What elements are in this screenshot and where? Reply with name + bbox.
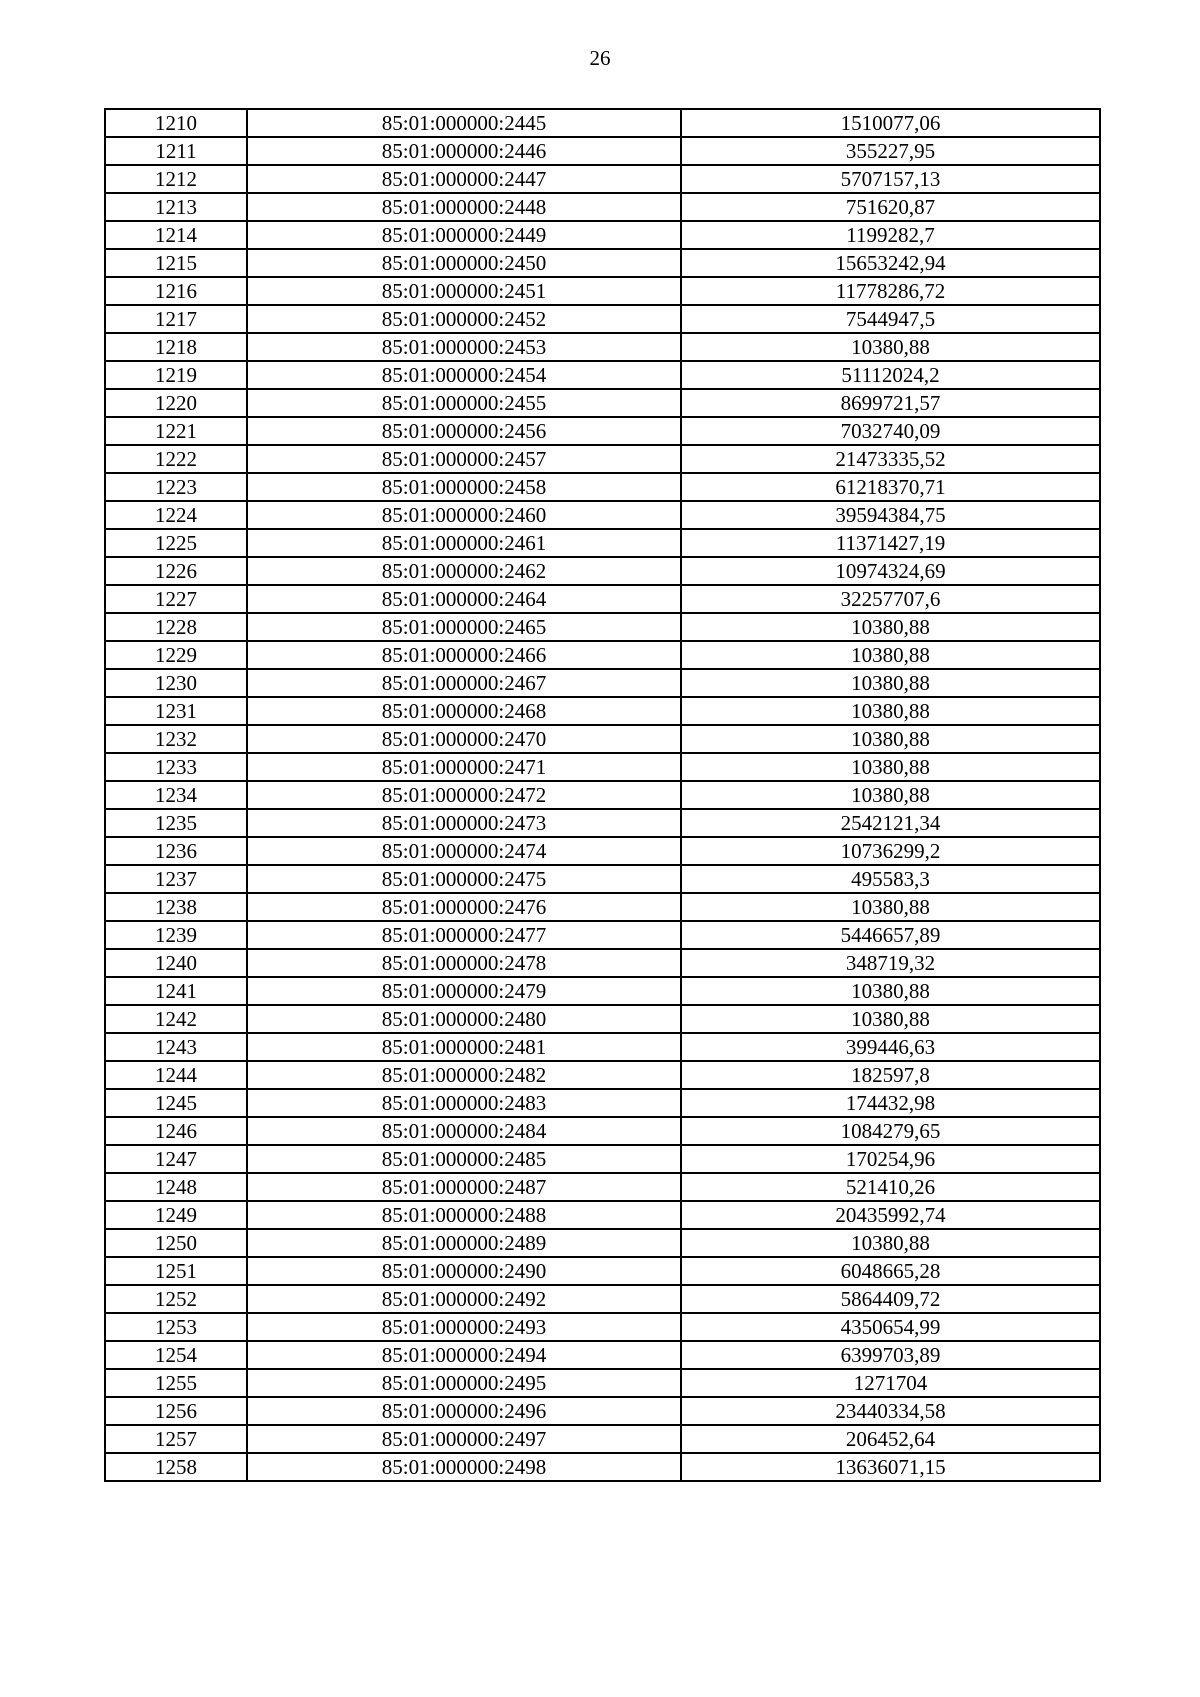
cadastral-value-cell: 399446,63 (681, 1033, 1100, 1061)
row-number-cell: 1211 (105, 137, 247, 165)
cadastral-number-cell: 85:01:000000:2450 (247, 249, 681, 277)
cadastral-value-cell: 7544947,5 (681, 305, 1100, 333)
cadastral-value-cell: 5864409,72 (681, 1285, 1100, 1313)
cadastral-number-cell: 85:01:000000:2462 (247, 557, 681, 585)
cadastral-value-cell: 21473335,52 (681, 445, 1100, 473)
row-number-cell: 1253 (105, 1313, 247, 1341)
cadastral-number-cell: 85:01:000000:2479 (247, 977, 681, 1005)
cadastral-value-cell: 61218370,71 (681, 473, 1100, 501)
table-row (105, 1313, 1100, 1341)
cadastral-number-cell: 85:01:000000:2480 (247, 1005, 681, 1033)
cadastral-value-cell: 20435992,74 (681, 1201, 1100, 1229)
row-number-cell: 1226 (105, 557, 247, 585)
row-number-cell: 1222 (105, 445, 247, 473)
table-row (105, 445, 1100, 473)
cadastral-number-cell: 85:01:000000:2477 (247, 921, 681, 949)
row-number-cell: 1214 (105, 221, 247, 249)
table-row (105, 949, 1100, 977)
cadastral-value-cell: 10380,88 (681, 725, 1100, 753)
cadastral-value-cell: 10380,88 (681, 753, 1100, 781)
table-row (105, 193, 1100, 221)
cadastral-number-cell: 85:01:000000:2497 (247, 1425, 681, 1453)
row-number-cell: 1252 (105, 1285, 247, 1313)
table-row (105, 1145, 1100, 1173)
row-number-cell: 1242 (105, 1005, 247, 1033)
table-row (105, 641, 1100, 669)
cadastral-value-cell: 348719,32 (681, 949, 1100, 977)
table-row (105, 1341, 1100, 1369)
table-row (105, 865, 1100, 893)
cadastral-number-cell: 85:01:000000:2474 (247, 837, 681, 865)
table-row (105, 1061, 1100, 1089)
cadastral-number-cell: 85:01:000000:2457 (247, 445, 681, 473)
row-number-cell: 1223 (105, 473, 247, 501)
table-row (105, 977, 1100, 1005)
row-number-cell: 1255 (105, 1369, 247, 1397)
cadastral-value-cell: 10380,88 (681, 641, 1100, 669)
row-number-cell: 1229 (105, 641, 247, 669)
table-row (105, 669, 1100, 697)
cadastral-value-cell: 6399703,89 (681, 1341, 1100, 1369)
cadastral-number-cell: 85:01:000000:2468 (247, 697, 681, 725)
row-number-cell: 1254 (105, 1341, 247, 1369)
cadastral-number-cell: 85:01:000000:2488 (247, 1201, 681, 1229)
cadastral-number-cell: 85:01:000000:2489 (247, 1229, 681, 1257)
table-row (105, 333, 1100, 361)
cadastral-value-cell: 751620,87 (681, 193, 1100, 221)
row-number-cell: 1217 (105, 305, 247, 333)
table-row (105, 249, 1100, 277)
cadastral-number-cell: 85:01:000000:2498 (247, 1453, 681, 1481)
table-row (105, 697, 1100, 725)
cadastral-value-cell: 6048665,28 (681, 1257, 1100, 1285)
cadastral-value-cell: 182597,8 (681, 1061, 1100, 1089)
row-number-cell: 1225 (105, 529, 247, 557)
row-number-cell: 1240 (105, 949, 247, 977)
cadastral-value-cell: 1084279,65 (681, 1117, 1100, 1145)
row-number-cell: 1215 (105, 249, 247, 277)
row-number-cell: 1213 (105, 193, 247, 221)
cadastral-number-cell: 85:01:000000:2472 (247, 781, 681, 809)
row-number-cell: 1210 (105, 109, 247, 137)
row-number-cell: 1220 (105, 389, 247, 417)
table-row (105, 1033, 1100, 1061)
cadastral-value-cell: 174432,98 (681, 1089, 1100, 1117)
table-row (105, 1089, 1100, 1117)
cadastral-value-cell: 10380,88 (681, 1005, 1100, 1033)
cadastral-number-cell: 85:01:000000:2451 (247, 277, 681, 305)
cadastral-number-cell: 85:01:000000:2470 (247, 725, 681, 753)
cadastral-number-cell: 85:01:000000:2493 (247, 1313, 681, 1341)
table-body (105, 109, 1100, 1481)
table-row (105, 1201, 1100, 1229)
row-number-cell: 1228 (105, 613, 247, 641)
table-row (105, 585, 1100, 613)
cadastral-number-cell: 85:01:000000:2461 (247, 529, 681, 557)
row-number-cell: 1236 (105, 837, 247, 865)
cadastral-value-cell: 1510077,06 (681, 109, 1100, 137)
cadastral-value-cell: 5446657,89 (681, 921, 1100, 949)
cadastral-number-cell: 85:01:000000:2478 (247, 949, 681, 977)
table-row (105, 1397, 1100, 1425)
table-row (105, 613, 1100, 641)
cadastral-number-cell: 85:01:000000:2487 (247, 1173, 681, 1201)
table-row (105, 529, 1100, 557)
table-row (105, 1005, 1100, 1033)
cadastral-number-cell: 85:01:000000:2482 (247, 1061, 681, 1089)
row-number-cell: 1257 (105, 1425, 247, 1453)
table-row (105, 893, 1100, 921)
cadastral-value-cell: 32257707,6 (681, 585, 1100, 613)
row-number-cell: 1249 (105, 1201, 247, 1229)
cadastral-number-cell: 85:01:000000:2446 (247, 137, 681, 165)
table-row (105, 221, 1100, 249)
cadastral-value-cell: 4350654,99 (681, 1313, 1100, 1341)
table-row (105, 473, 1100, 501)
cadastral-value-cell: 7032740,09 (681, 417, 1100, 445)
cadastral-number-cell: 85:01:000000:2471 (247, 753, 681, 781)
cadastral-number-cell: 85:01:000000:2449 (247, 221, 681, 249)
table-row (105, 277, 1100, 305)
cadastral-value-cell: 5707157,13 (681, 165, 1100, 193)
cadastral-value-table (104, 108, 1101, 1482)
row-number-cell: 1212 (105, 165, 247, 193)
cadastral-value-cell: 10736299,2 (681, 837, 1100, 865)
table-row (105, 725, 1100, 753)
cadastral-value-cell: 10380,88 (681, 1229, 1100, 1257)
row-number-cell: 1238 (105, 893, 247, 921)
table-row (105, 417, 1100, 445)
cadastral-number-cell: 85:01:000000:2458 (247, 473, 681, 501)
cadastral-number-cell: 85:01:000000:2473 (247, 809, 681, 837)
cadastral-number-cell: 85:01:000000:2454 (247, 361, 681, 389)
cadastral-number-cell: 85:01:000000:2483 (247, 1089, 681, 1117)
table-row (105, 361, 1100, 389)
table-row (105, 137, 1100, 165)
cadastral-number-cell: 85:01:000000:2464 (247, 585, 681, 613)
cadastral-value-cell: 10380,88 (681, 697, 1100, 725)
cadastral-value-cell: 10380,88 (681, 893, 1100, 921)
row-number-cell: 1231 (105, 697, 247, 725)
table-row (105, 921, 1100, 949)
row-number-cell: 1234 (105, 781, 247, 809)
row-number-cell: 1221 (105, 417, 247, 445)
row-number-cell: 1246 (105, 1117, 247, 1145)
cadastral-value-cell: 495583,3 (681, 865, 1100, 893)
table-row (105, 781, 1100, 809)
cadastral-value-cell: 2542121,34 (681, 809, 1100, 837)
row-number-cell: 1250 (105, 1229, 247, 1257)
cadastral-value-cell: 23440334,58 (681, 1397, 1100, 1425)
row-number-cell: 1251 (105, 1257, 247, 1285)
cadastral-number-cell: 85:01:000000:2492 (247, 1285, 681, 1313)
table-row (105, 809, 1100, 837)
cadastral-value-cell: 10380,88 (681, 781, 1100, 809)
cadastral-value-cell: 170254,96 (681, 1145, 1100, 1173)
row-number-cell: 1224 (105, 501, 247, 529)
row-number-cell: 1239 (105, 921, 247, 949)
cadastral-value-cell: 8699721,57 (681, 389, 1100, 417)
cadastral-value-cell: 355227,95 (681, 137, 1100, 165)
cadastral-number-cell: 85:01:000000:2456 (247, 417, 681, 445)
row-number-cell: 1245 (105, 1089, 247, 1117)
row-number-cell: 1216 (105, 277, 247, 305)
cadastral-value-cell: 51112024,2 (681, 361, 1100, 389)
cadastral-value-cell: 521410,26 (681, 1173, 1100, 1201)
cadastral-number-cell: 85:01:000000:2475 (247, 865, 681, 893)
row-number-cell: 1244 (105, 1061, 247, 1089)
cadastral-value-cell: 1271704 (681, 1369, 1100, 1397)
cadastral-number-cell: 85:01:000000:2465 (247, 613, 681, 641)
cadastral-number-cell: 85:01:000000:2476 (247, 893, 681, 921)
row-number-cell: 1237 (105, 865, 247, 893)
cadastral-number-cell: 85:01:000000:2490 (247, 1257, 681, 1285)
page-number: 26 (589, 46, 611, 70)
cadastral-value-cell: 10380,88 (681, 333, 1100, 361)
table-row (105, 165, 1100, 193)
cadastral-number-cell: 85:01:000000:2455 (247, 389, 681, 417)
cadastral-number-cell: 85:01:000000:2447 (247, 165, 681, 193)
cadastral-number-cell: 85:01:000000:2467 (247, 669, 681, 697)
row-number-cell: 1247 (105, 1145, 247, 1173)
cadastral-number-cell: 85:01:000000:2496 (247, 1397, 681, 1425)
cadastral-value-cell: 11371427,19 (681, 529, 1100, 557)
row-number-cell: 1256 (105, 1397, 247, 1425)
cadastral-value-cell: 10974324,69 (681, 557, 1100, 585)
cadastral-value-cell: 13636071,15 (681, 1453, 1100, 1481)
table-row (105, 1369, 1100, 1397)
cadastral-number-cell: 85:01:000000:2445 (247, 109, 681, 137)
table-row (105, 1117, 1100, 1145)
cadastral-value-cell: 15653242,94 (681, 249, 1100, 277)
row-number-cell: 1227 (105, 585, 247, 613)
row-number-cell: 1241 (105, 977, 247, 1005)
cadastral-number-cell: 85:01:000000:2448 (247, 193, 681, 221)
cadastral-value-cell: 11778286,72 (681, 277, 1100, 305)
cadastral-number-cell: 85:01:000000:2460 (247, 501, 681, 529)
row-number-cell: 1258 (105, 1453, 247, 1481)
table-row (105, 557, 1100, 585)
table-row (105, 1453, 1100, 1481)
table-row (105, 1173, 1100, 1201)
cadastral-value-cell: 1199282,7 (681, 221, 1100, 249)
cadastral-value-cell: 39594384,75 (681, 501, 1100, 529)
table-row (105, 305, 1100, 333)
row-number-cell: 1243 (105, 1033, 247, 1061)
cadastral-number-cell: 85:01:000000:2452 (247, 305, 681, 333)
cadastral-number-cell: 85:01:000000:2484 (247, 1117, 681, 1145)
row-number-cell: 1248 (105, 1173, 247, 1201)
cadastral-value-cell: 206452,64 (681, 1425, 1100, 1453)
cadastral-number-cell: 85:01:000000:2494 (247, 1341, 681, 1369)
table-row (105, 109, 1100, 137)
table-row (105, 753, 1100, 781)
cadastral-number-cell: 85:01:000000:2485 (247, 1145, 681, 1173)
cadastral-number-cell: 85:01:000000:2453 (247, 333, 681, 361)
table-row (105, 837, 1100, 865)
row-number-cell: 1219 (105, 361, 247, 389)
row-number-cell: 1235 (105, 809, 247, 837)
row-number-cell: 1232 (105, 725, 247, 753)
row-number-cell: 1233 (105, 753, 247, 781)
table-row (105, 501, 1100, 529)
table-row (105, 1425, 1100, 1453)
table-row (105, 1285, 1100, 1313)
row-number-cell: 1218 (105, 333, 247, 361)
table-row (105, 1229, 1100, 1257)
cadastral-number-cell: 85:01:000000:2481 (247, 1033, 681, 1061)
row-number-cell: 1230 (105, 669, 247, 697)
cadastral-number-cell: 85:01:000000:2466 (247, 641, 681, 669)
cadastral-value-cell: 10380,88 (681, 613, 1100, 641)
table-row (105, 389, 1100, 417)
cadastral-number-cell: 85:01:000000:2495 (247, 1369, 681, 1397)
table-row (105, 1257, 1100, 1285)
cadastral-value-cell: 10380,88 (681, 669, 1100, 697)
cadastral-value-cell: 10380,88 (681, 977, 1100, 1005)
